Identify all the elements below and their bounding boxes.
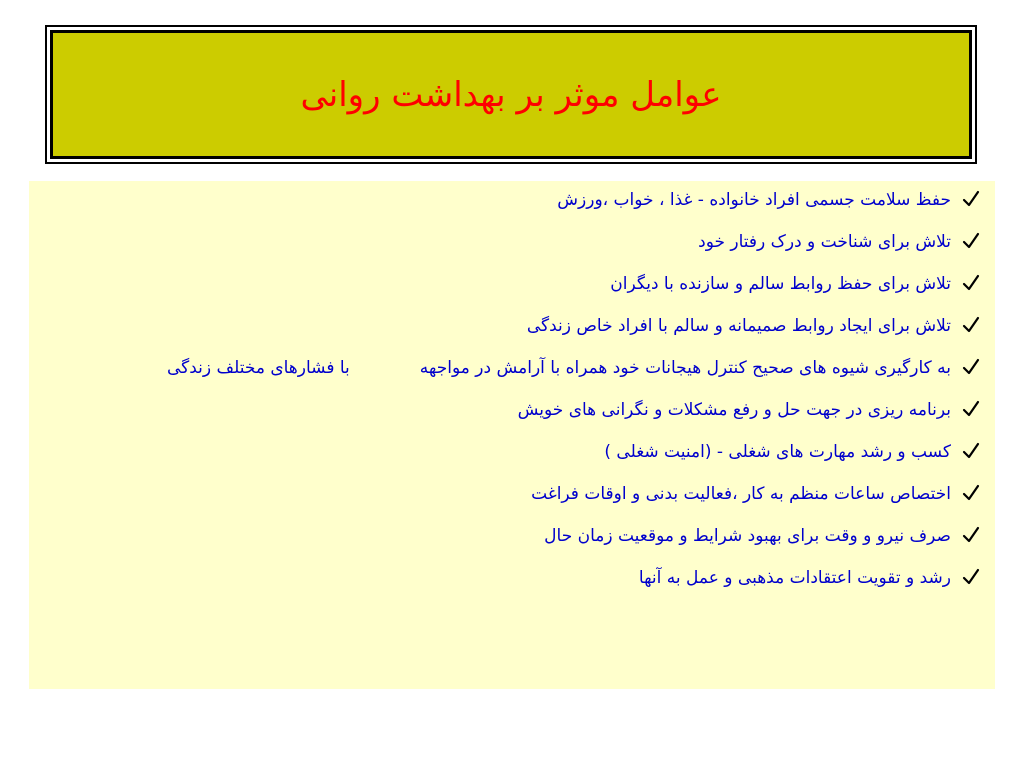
- check-icon: [961, 399, 981, 419]
- list-item: [69, 311, 981, 341]
- list-item: [69, 185, 981, 215]
- title-frame: [45, 25, 977, 164]
- slide-title: عوامل موثر بر بهداشت روانی: [300, 74, 722, 115]
- list-item: [69, 269, 981, 299]
- bullet-list: [69, 185, 981, 593]
- list-item-text: حفظ سلامت جسمی افراد خانواده - غذا ، خواب ،ورزش: [557, 190, 951, 210]
- list-item-text: تلاش برای شناخت و درک رفتار خود: [698, 232, 951, 252]
- list-item: [69, 563, 981, 593]
- list-item: [69, 395, 981, 425]
- check-icon: [961, 441, 981, 461]
- check-icon: [961, 189, 981, 209]
- check-icon: [961, 273, 981, 293]
- check-icon: [961, 525, 981, 545]
- list-item-text: اختصاص ساعات منظم به کار ،فعالیت بدنی و اوقات فراغت: [531, 484, 951, 504]
- list-item-text: [69, 353, 951, 383]
- list-item: [69, 353, 981, 383]
- list-item-text: تلاش برای حفظ روابط سالم و سازنده با دیگران: [610, 274, 951, 294]
- check-icon: [961, 483, 981, 503]
- check-icon: [961, 231, 981, 251]
- list-item-text-part2: با فشارهای مختلف زندگی: [166, 358, 350, 378]
- check-icon: [961, 315, 981, 335]
- list-item-text: صرف نیرو و وقت برای بهبود شرایط و موقعیت زمان حال: [544, 526, 951, 546]
- check-icon: [961, 357, 981, 377]
- list-item-text: تلاش برای ایجاد روابط صمیمانه و سالم با افراد خاص زندگی: [526, 316, 951, 336]
- list-item: [69, 437, 981, 467]
- title-box: [50, 30, 972, 159]
- list-item-text: رشد و تقویت اعتقادات مذهبی و عمل به آنها: [638, 568, 951, 588]
- list-item-text: برنامه ریزی در جهت حل و رفع مشکلات و نگرانی های خویش: [517, 400, 951, 420]
- content-box: [29, 181, 995, 689]
- list-item: [69, 479, 981, 509]
- list-item: [69, 521, 981, 551]
- list-item-text: کسب و رشد مهارت های شغلی - (امنیت شغلی ): [604, 442, 951, 462]
- list-item-text-part1: به کارگیری شیوه های صحیح کنترل هیجانات خود همراه با آرامش در مواجهه: [419, 358, 951, 378]
- list-item: [69, 227, 981, 257]
- check-icon: [961, 567, 981, 587]
